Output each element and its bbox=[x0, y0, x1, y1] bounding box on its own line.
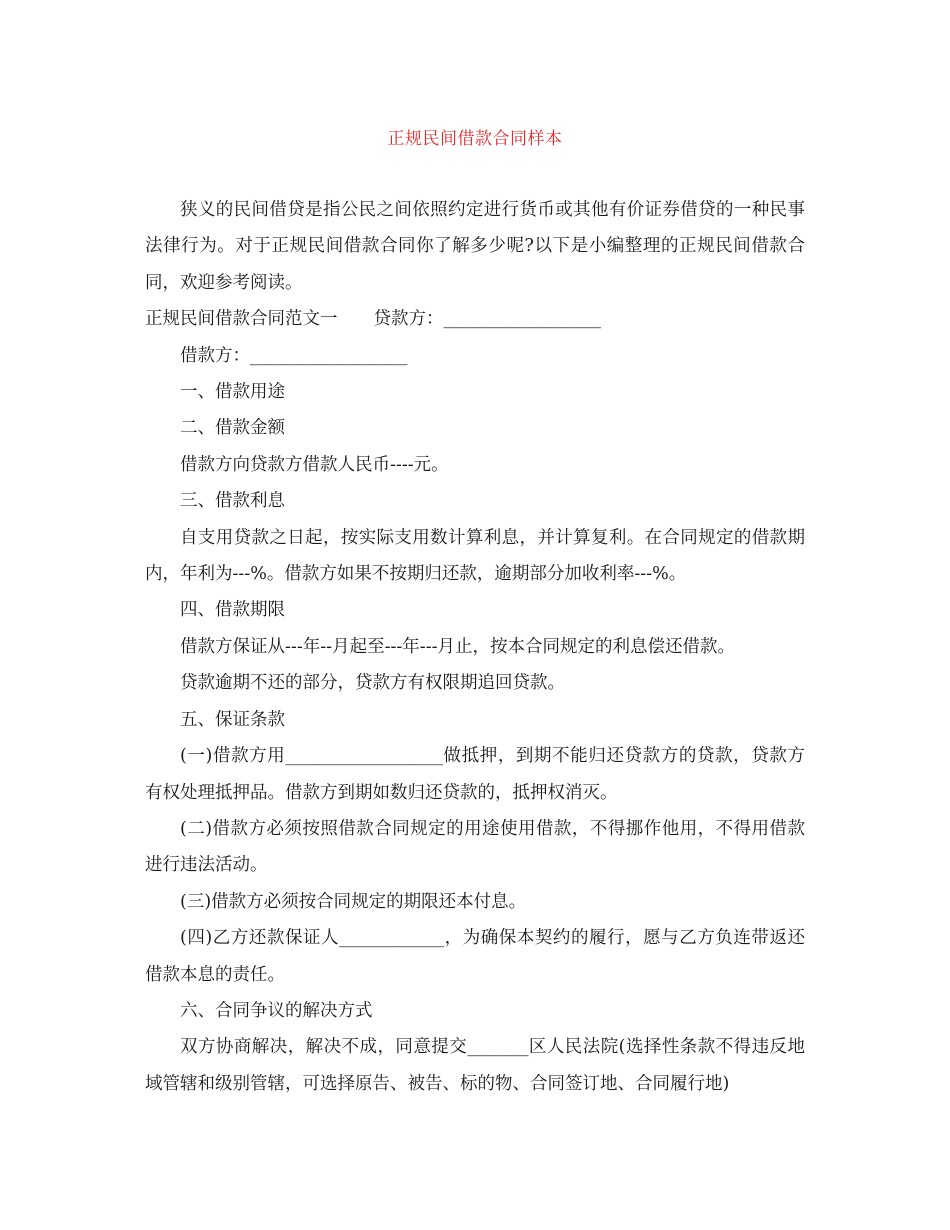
section-paragraph: 双方协商解决，解决不成，同意提交_______区人民法院(选择性条款不得违反地域管辖和级别管辖，可选择原告、被告、标的物、合同签订地、合同履行地) bbox=[145, 1037, 805, 1094]
section-heading: 五、保证条款 bbox=[180, 709, 285, 730]
clause-item: (三)借款方必须按合同规定的期限还本付息。 bbox=[180, 891, 527, 912]
section-heading: 六、合同争议的解决方式 bbox=[180, 1000, 373, 1021]
clause-item: (一)借款方用__________________做抵押，到期不能归还贷款方的贷款，贷款方有权处理抵押品。借款方到期如数归还贷款的，抵押权消灭。 bbox=[145, 746, 805, 803]
document-title: 正规民间借款合同样本 bbox=[387, 129, 563, 149]
sample-heading: 正规民间借款合同范文一 bbox=[145, 309, 338, 330]
intro-paragraph: 狭义的民间借贷是指公民之间依照约定进行货币或其他有价证券借贷的一种民事法律行为。对于正规民间借款合同你了解多少呢?以下是小编整理的正规民间借款合同，欢迎参考阅读。 bbox=[145, 200, 805, 293]
section-heading: 二、借款金额 bbox=[180, 418, 285, 439]
sample-heading-line bbox=[145, 301, 805, 337]
section-paragraph: 借款方保证从---年--月起至---年---月止，按本合同规定的利息偿还借款。 bbox=[180, 636, 736, 657]
section-heading: 一、借款用途 bbox=[180, 382, 285, 403]
clause-item: (四)乙方还款保证人____________，为确保本契约的履行，愿与乙方负连带返还借款本息的责任。 bbox=[145, 928, 805, 985]
section-paragraph: 借款方向贷款方借款人民币----元。 bbox=[180, 454, 449, 475]
section-paragraph: 贷款逾期不还的部分，贷款方有权限期追回贷款。 bbox=[180, 673, 565, 694]
document-body bbox=[145, 192, 805, 1102]
section-heading: 三、借款利息 bbox=[180, 491, 285, 512]
lender-field: 贷款方：__________________ bbox=[373, 309, 601, 330]
section-heading: 四、借款期限 bbox=[180, 600, 285, 621]
section-paragraph: 自支用贷款之日起，按实际支用数计算利息，并计算复利。在合同规定的借款期内，年利为---%。借款方如果不按期归还款，逾期部分加收利率---%。 bbox=[145, 527, 805, 585]
borrower-field: 借款方：__________________ bbox=[180, 345, 408, 366]
clause-item: (二)借款方必须按照借款合同规定的用途使用借款，不得挪作他用，不得用借款进行违法活动。 bbox=[145, 818, 805, 876]
